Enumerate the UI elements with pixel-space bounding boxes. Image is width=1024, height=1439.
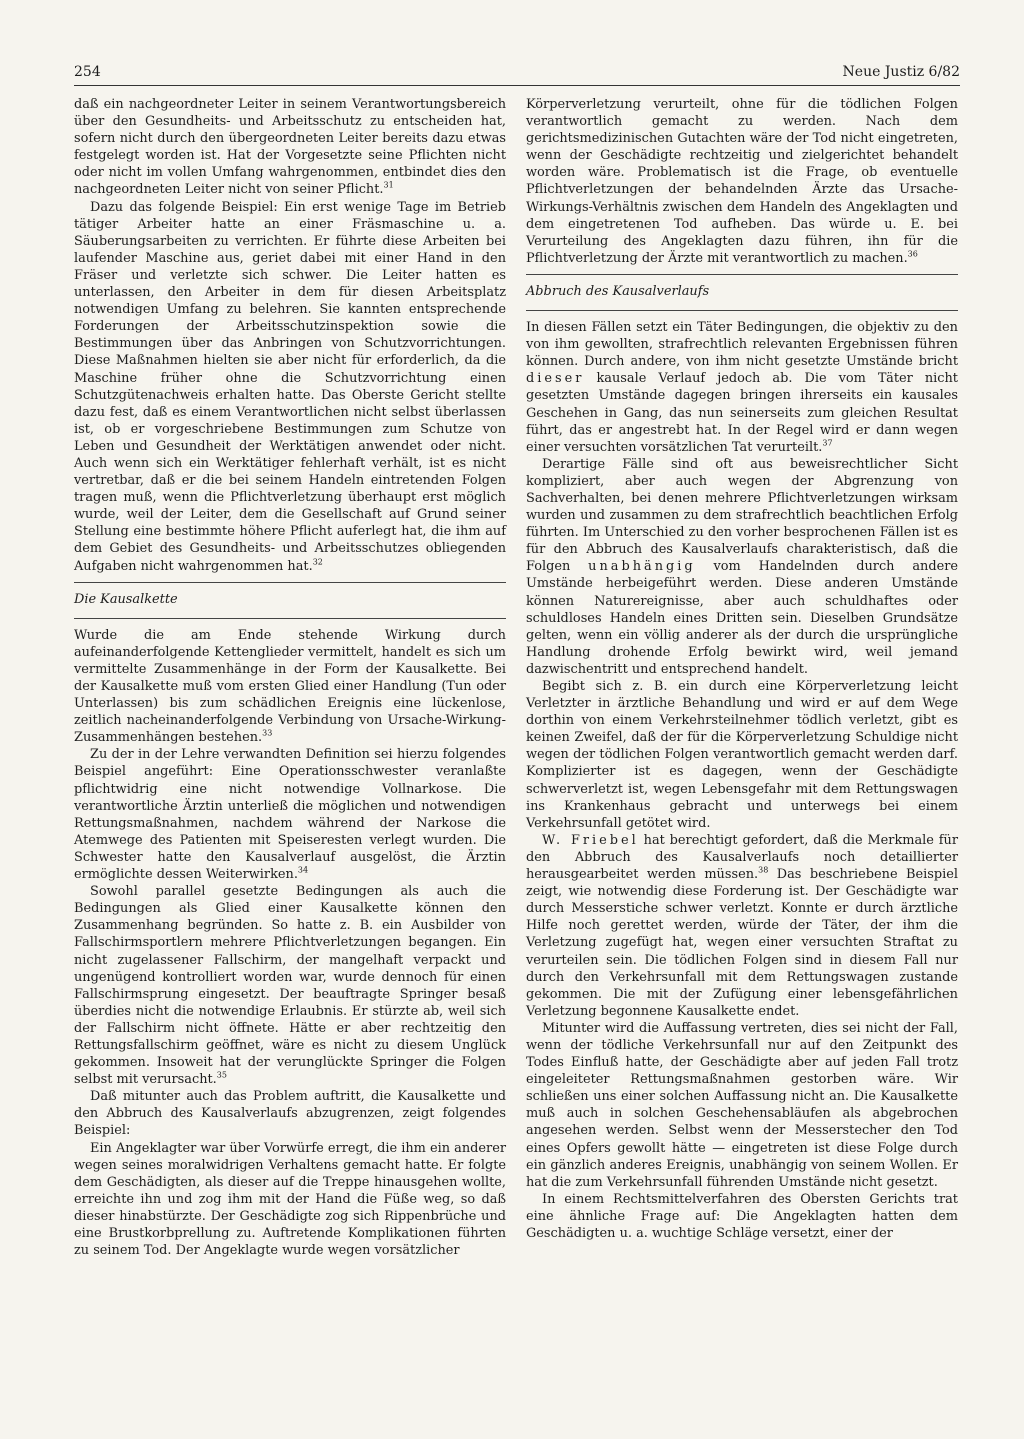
section-heading-kausalkette: Die Kausalkette bbox=[74, 591, 178, 607]
header-rule bbox=[74, 85, 960, 86]
section-divider bbox=[74, 618, 506, 619]
section-heading-abbruch: Abbruch des Kausalverlaufs bbox=[526, 283, 710, 299]
paragraph: Wurde die am Ende stehende Wirkung durch aufeinanderfolgende Kettenglieder vermittelt, handelt es sich um vermittelte Zusammenhänge in der Form der Kausalkette. Bei der Kausalkette muß vom ersten Glied einer Handlung (Tun oder Unterlassen) bis zum schädlichen Ereignis eine lückenlose, zeitlich nacheinanderfolgende Verbindung von Ursache-Wirkung-Zusammenhängen bestehen.$^{33}$ bbox=[74, 627, 506, 746]
page-header bbox=[74, 60, 960, 86]
journal-reference: Neue Justiz 6/82 bbox=[842, 64, 960, 80]
footnote-36: 36 bbox=[907, 249, 918, 259]
paragraph: In diesen Fällen setzt ein Täter Bedingungen, die objektiv zu den von ihm gewollten, strafrechtlich relevanten Ergebnissen führen können. Durch andere, von ihm nicht gesetzte Umstände bricht dieser kausale Verlauf jedoch ab. Die vom Täter nicht gesetzten Umstände dagegen bringen ihrerseits ein kausales Geschehen in Gang, das nun seinerseits zum gleichen Resultat führt, das er angestrebt hat. In der Regel wird er dann wegen einer versuchten vorsätzlichen Tat verurteilt.$^{37}$ bbox=[526, 320, 958, 455]
paragraph: Daß mitunter auch das Problem auftritt, die Kausalkette und den Abbruch des Kausalverlaufs abzugrenzen, zeigt folgendes Beispiel: bbox=[74, 1089, 506, 1139]
paragraph: Körperverletzung verurteilt, ohne für die tödlichen Folgen verantwortlich gemacht zu werden. Nach dem gerichtsmedizinischen Gutachten wäre der Tod nicht eingetreten, wenn der Geschädigte rechtzeitig und zielgerichtet behandelt worden wäre. Problematisch ist die Frage, ob eventuelle Pflichtverletzungen der behandelnden Ärzte das Ursache-Wirkungs-Verhältnis zwischen dem Handeln des Angeklagten und dem eingetretenen Tod aufheben. Das würde u. E. bei Verurteilung des Angeklagten dazu führen, ihn für die Pflichtverletzung der Ärzte mit verantwortlich zu machen.$^{36}$ bbox=[526, 97, 958, 266]
paragraph: Ein Angeklagter war über Vorwürfe erregt, die ihm ein anderer wegen seines moralwidrigen Verhaltens gemacht hatte. Er folgte dem Geschädigten, als dieser auf die Treppe hinausgehen wollte, erreichte ihn und zog ihm mit der Hand die Füße weg, so daß dieser hinabstürzte. Der Geschädigte zog sich Rippenbrüche und eine Brustkorbprellung zu. Auftretende Komplikationen führten zu seinem Tod. Der Angeklagte wurde wegen vorsätzlicher bbox=[74, 1140, 506, 1259]
paragraph: W. Friebel hat berechtigt gefordert, daß die Merkmale für den Abbruch des Kausalverlaufs noch detaillierter herausgearbeitet werden müssen.$^{38}$ Das beschriebene Beispiel zeigt, wie notwendig diese Forderung ist. Der Geschädigte war durch Messerstiche schwer verletzt. Konnte er durch ärztliche Hilfe noch gerettet werden, würde der Täter, der ihm die Verletzung zugefügt hat, wegen einer versuchten Straftat zu verurteilen sein. Die tödlichen Folgen sind in diesem Fall nur durch den Verkehrsunfall mit dem Rettungswagen zustande gekommen. Die mit der Zufügung einer lebensgefährlichen Verletzung begonnene Kausalkette endet. bbox=[526, 832, 958, 1019]
paragraph: Begibt sich z. B. ein durch eine Körperverletzung leicht Verletzter in ärztliche Behandlung und wird er auf dem Wege dorthin von einem Verkehrsteilnehmer tödlich verletzt, gibt es keinen Zweifel, daß der für die Körperverletzung Schuldige nicht wegen der tödlichen Folgen verantwortlich gemacht werden darf. Komplizierter ist es dagegen, wenn der Geschädigte schwerverletzt ist, wegen Lebensgefahr mit dem Rettungswagen ins Krankenhaus gebracht und unterwegs bei einem Verkehrsunfall getötet wird. bbox=[526, 679, 958, 831]
author-name: W. Friebel bbox=[542, 832, 639, 848]
section-divider bbox=[74, 582, 506, 583]
section-divider bbox=[526, 274, 958, 275]
paragraph: Mitunter wird die Auffassung vertreten, dies sei nicht der Fall, wenn der tödliche Verkehrsunfall nur auf den Zeitpunkt des Todes Einfluß hatte, der Geschädigte aber auf jeden Fall trotz eingeleiteter Rettungsmaßnahmen gestorben wäre. Wir schließen uns einer solchen Auffassung nicht an. Die Kausalkette muß auch in solchen Geschehensabläufen als abgebrochen angesehen werden. Selbst wenn der Messerstecher den Tod eines Opfers gewollt hätte — eingetreten ist diese Folge durch ein gänzlich anderes Ereignis, unabhängig von seinem Wollen. Er hat die zum Verkehrsunfall führenden Umstände nicht gesetzt. bbox=[526, 1020, 958, 1190]
page-number: 254 bbox=[74, 64, 101, 80]
paragraph: Sowohl parallel gesetzte Bedingungen als auch die Bedingungen als Glied einer Kausalkette können den Zusammenhang begründen. So hatte z. B. ein Ausbilder von Fallschirmsportlern mehrere Pflichtverletzungen begangen. Ein nicht zugelassener Fallschirm, der mangelhaft verpackt und ungenügend kontrolliert worden war, wurde dennoch für einen Fallschirmsprung eingesetzt. Der beauftragte Springer besaß überdies nicht die notwendige Erlaubnis. Er stürzte ab, weil sich der Fallschirm nicht öffnete. Hätte er aber rechtzeitig den Rettungsfallschirm geöffnet, wäre es nicht zu diesem Unglück gekommen. Insoweit hat der verunglückte Springer die Folgen selbst mit verursacht.$^{35}$ bbox=[74, 884, 506, 1088]
spaced-emphasis: unabhängig bbox=[588, 559, 696, 575]
right-column bbox=[526, 96, 958, 1242]
paragraph: Dazu das folgende Beispiel: Ein erst wenige Tage im Betrieb tätiger Arbeiter hatte an einer Fräsmaschine u. a. Säuberungsarbeiten zu verrichten. Er führte diese Arbeiten bei laufender Maschine aus, geriet dabei mit einer Hand in den Fräser und verletzte sich schwer. Die Leiter hatten es unterlassen, den Arbeiter in dem für diesen Arbeitsplatz notwendigen Umfang zu belehren. Sie kannten entsprechende Forderungen der Arbeitsschutzinspektion sowie die Bestimmungen über das Anbringen von Schutzvorrichtungen. Diese Maßnahmen hielten sie aber nicht für erforderlich, da die Maschine früher ohne die Schutzvorrichtung einen Schutzgütenachweis erhalten hatte. Das Oberste Gericht stellte dazu fest, daß es einem Verantwortlichen nicht selbst überlassen ist, ob er vorgeschriebene Bestimmungen zum Schutze von Leben und Gesundheit der Werktätigen anwendet oder nicht. Auch wenn sich ein Werktätiger fehlerhaft verhält, ist es nicht vertretbar, daß er die bei seinem Handeln eintretenden Folgen tragen muß, wenn die Pflichtverletzung überhaupt erst möglich wurde, weil der Leiter, dem die Gesellschaft auf Grund seiner Stellung eine bestimmte höhere Pflicht auferlegt hat, die ihm auf dem Gebiet des Gesundheits- und Arbeitsschutzes obliegenden Aufgaben nicht wahrgenommen hat.$^{32}$ bbox=[74, 199, 506, 574]
footnote-32: 32 bbox=[312, 557, 323, 567]
footnote-33: 33 bbox=[262, 728, 273, 738]
section-divider bbox=[526, 310, 958, 311]
spaced-emphasis: dieser bbox=[526, 371, 585, 387]
paragraph: Zu der in der Lehre verwandten Definition sei hierzu folgendes Beispiel angeführt: Eine Operationsschwester veranlaßte pflichtwidrig eine nicht notwendige Vollnarkose. Die verantwortliche Ärztin unterließ die möglichen und notwendigen Rettungsmaßnahmen, nachdem während der Narkose die Atemwege des Patienten mit Speiseresten verlegt wurden. Die Schwester hatte den Kausalverlauf ausgelöst, die Ärztin ermöglichte dessen Weiterwirken.$^{34}$ bbox=[74, 747, 506, 883]
footnote-35: 35 bbox=[216, 1070, 227, 1080]
paragraph: daß ein nachgeordneter Leiter in seinem Verantwortungsbereich über den Gesundheits- und Arbeitsschutz zu entscheiden hat, sofern nicht durch den übergeordneten Leiter bereits dazu etwas festgelegt worden ist. Hat der Vorgesetzte seine Pflichten nicht oder nicht im vollen Umfang wahrgenommen, entbindet dies den nachgeordneten Leiter nicht von seiner Pflicht.$^{31}$ bbox=[74, 97, 506, 198]
footnote-31: 31 bbox=[383, 181, 394, 191]
paragraph: In einem Rechtsmittelverfahren des Obersten Gerichts trat eine ähnliche Frage auf: Die Angeklagten hatten dem Geschädigten u. a. wuchtige Schläge versetzt, einer der bbox=[526, 1191, 958, 1241]
footnote-37: 37 bbox=[822, 438, 833, 448]
paragraph: Derartige Fälle sind oft aus beweisrechtlicher Sicht kompliziert, aber auch wegen der Abgrenzung von Sachverhalten, bei denen mehrere Pflichtverletzungen wirksam wurden und zusammen zu dem strafrechtlich beachtlichen Erfolg führten. Im Unterschied zu den vorher besprochenen Fällen ist es für den Abbruch des Kausalverlaufs charakteristisch, daß die Folgen unabhängig vom Handelnden durch andere Umstände herbeigeführt werden. Diese anderen Umstände können Naturereignisse, aber auch schuldhaftes oder schuldloses Handeln eines Dritten sein. Dieselben Grundsätze gelten, wenn ein völlig anderer als der durch die ursprüngliche Handlung drohende Erfolg bewirkt wird, weil jemand dazwischentritt und entsprechend handelt. bbox=[526, 456, 958, 677]
footnote-34: 34 bbox=[297, 865, 309, 875]
left-column bbox=[74, 96, 506, 1259]
footnote-38: 38 bbox=[758, 865, 769, 875]
